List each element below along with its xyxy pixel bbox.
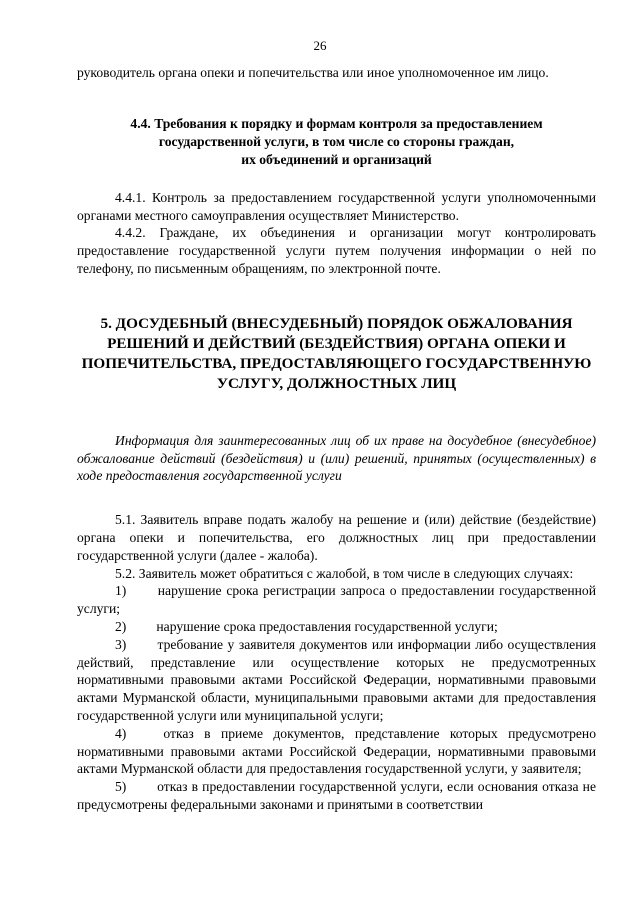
heading-line: их объединений и организаций: [241, 151, 432, 167]
section-4-4-heading: [77, 115, 596, 169]
list-item-number: 3): [115, 636, 127, 652]
list-item-number: 1): [115, 583, 127, 599]
list-item: [77, 636, 596, 725]
list-item-number: 5): [115, 779, 127, 795]
heading-line: УСЛУГУ, ДОЛЖНОСТНЫХ ЛИЦ: [216, 374, 457, 392]
list-item-number: 2): [115, 618, 127, 634]
list-item-number: 4): [115, 725, 127, 741]
paragraph-4-4-1: 4.4.1. Контроль за предоставлением государственной услуги уполномоченными органами местного самоуправления осуществляет Министерство.: [77, 189, 596, 223]
list-item: [77, 778, 596, 814]
list-item-text: отказ в приеме документов, представление которых предусмотрено нормативными правовыми актами Российской Федерации, нормативными правовыми актами Мурманской области для предоставления государственной услуги, у заявителя;: [77, 725, 596, 777]
list-item-text: нарушение срока регистрации запроса о предоставлении государственной услуги;: [77, 583, 597, 617]
section-5-heading: [77, 314, 596, 394]
paragraph-5-2: 5.2. Заявитель может обратиться с жалобой, в том числе в следующих случаях:: [115, 565, 574, 581]
info-subheading: Информация для заинтересованных лиц об их праве на досудебное (внесудебное) обжалование действий (бездействия) и (или) решений, принятых (осуществленных) в ходе предоставления государственной услуги: [77, 432, 596, 484]
list-item-text: нарушение срока предоставления государственной услуги;: [156, 618, 498, 634]
list-item: [77, 618, 596, 636]
heading-line: государственной услуги, в том числе со стороны граждан,: [158, 133, 515, 149]
list-item: [77, 725, 596, 778]
page-content: [77, 64, 596, 814]
paragraph-4-4-2: 4.4.2. Граждане, их объединения и организации могут контролировать предоставление государственной услуги путем получения информации о ней по телефону, по письменным обращениям, по электронной почте.: [77, 225, 596, 276]
heading-line: 4.4. Требования к порядку и формам контроля за предоставлением: [130, 115, 543, 131]
heading-line: ПОПЕЧИТЕЛЬСТВА, ПРЕДОСТАВЛЯЮЩЕГО ГОСУДАРСТВЕННУЮ: [81, 354, 592, 372]
list-item: [77, 582, 596, 618]
page-number: 26: [313, 38, 327, 53]
list-item-text: отказ в предоставлении государственной услуги, если основания отказа не предусмотрены федеральными законами и принятыми в соответствии: [77, 779, 596, 812]
list-item-text: требование у заявителя документов или информации либо осуществления действий, представление или осуществление которых не предусмотренных нормативными правовыми актами Российской Федерации, нормативными правовыми актами Мурманской области, муниципальными правовыми актами для предоставления государственной услуги или муниципальной услуги;: [77, 636, 596, 723]
heading-line: РЕШЕНИЙ И ДЕЙСТВИЙ (БЕЗДЕЙСТВИЯ) ОРГАНА ОПЕКИ И: [107, 334, 566, 352]
paragraph-5-1: 5.1. Заявитель вправе подать жалобу на решение и (или) действие (бездействие) органа опеки и попечительства, его должностных лиц при предоставлении государственной услуги (далее - жалоба).: [77, 512, 596, 563]
continuation-paragraph: руководитель органа опеки и попечительства или иное уполномоченное им лицо.: [77, 65, 549, 80]
heading-line: 5. ДОСУДЕБНЫЙ (ВНЕСУДЕБНЫЙ) ПОРЯДОК ОБЖАЛОВАНИЯ: [100, 314, 573, 332]
